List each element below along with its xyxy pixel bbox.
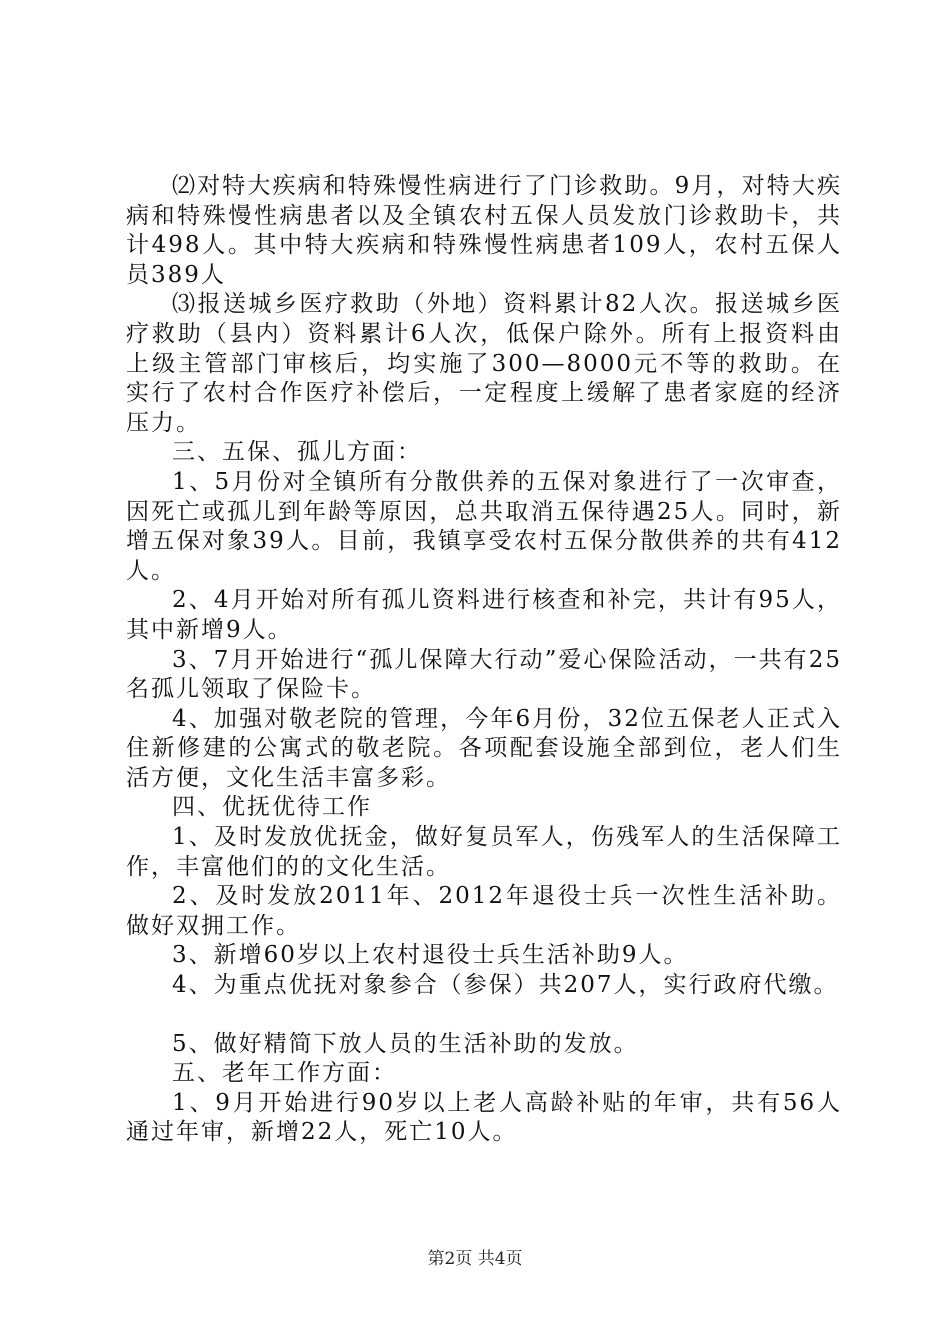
paragraph-pension-payment: 1、及时发放优抚金，做好复员军人，伤残军人的生活保障工作，丰富他们的的文化生活。 (126, 824, 842, 880)
paragraph-elderly-subsidy: 1、9月开始进行90岁以上老人高龄补贴的年审，共有56人通过年审，新增22人，死亡10人。 (126, 1089, 842, 1146)
paragraph-downsized-staff: 5、做好精简下放人员的生活补助的发放。 (172, 1030, 639, 1057)
section-heading-elderly-work: 五、老年工作方面： (172, 1060, 397, 1087)
page-number-footer: 第2页 共4页 (427, 1249, 523, 1269)
paragraph-veteran-subsidy: 2、及时发放2011年、2012年退役士兵一次性生活补助。做好双拥工作。 (126, 883, 842, 939)
paragraph-insurance-coverage: 4、为重点优抚对象参合（参保）共207人，实行政府代缴。 (172, 972, 839, 999)
paragraph-new-veteran-subsidy: 3、新增60岁以上农村退役士兵生活补助9人。 (172, 942, 689, 969)
paragraph-orphan-records: 2、4月开始对所有孤儿资料进行核查和补完，共计有95人，其中新增9人。 (126, 587, 842, 643)
paragraph-wubao-review: 1、5月份对全镇所有分散供养的五保对象进行了一次审查，因死亡或孤儿到年龄等原因，总共取消五保待遇25人。同时，新增五保对象39人。目前，我镇享受农村五保分散供养的共有412人。 (126, 468, 842, 584)
paragraph-medical-aid-reports: ⑶报送城乡医疗救助（外地）资料累计82人次。报送城乡医疗救助（县内）资料累计6人次，低保户除外。所有上报资料由上级主管部门审核后，均实施了300—8000元不等的救助。在实行了农村合作医疗补偿后，一定程度上缓解了患者家庭的经济压力。 (126, 291, 842, 436)
document-body (126, 172, 842, 1148)
paragraph-orphan-insurance: 3、7月开始进行“孤儿保障大行动”爱心保险活动，一共有25名孤儿领取了保险卡。 (126, 646, 842, 703)
paragraph-outpatient-aid: ⑵对特大疾病和特殊慢性病进行了门诊救助。9月，对特大疾病和特殊慢性病患者以及全镇农村五保人员发放门诊救助卡，共计498人。其中特大疾病和特殊慢性病患者109人，农村五保人员389人 (126, 173, 842, 288)
section-heading-preferential-care: 四、优抚优待工作 (172, 794, 372, 821)
paragraph-nursing-home: 4、加强对敬老院的管理，今年6月份，32位五保老人正式入住新修建的公寓式的敬老院。各项配套设施全部到位，老人们生活方便，文化生活丰富多彩。 (126, 705, 842, 791)
section-heading-wubao-orphans: 三、五保、孤儿方面： (172, 439, 422, 466)
